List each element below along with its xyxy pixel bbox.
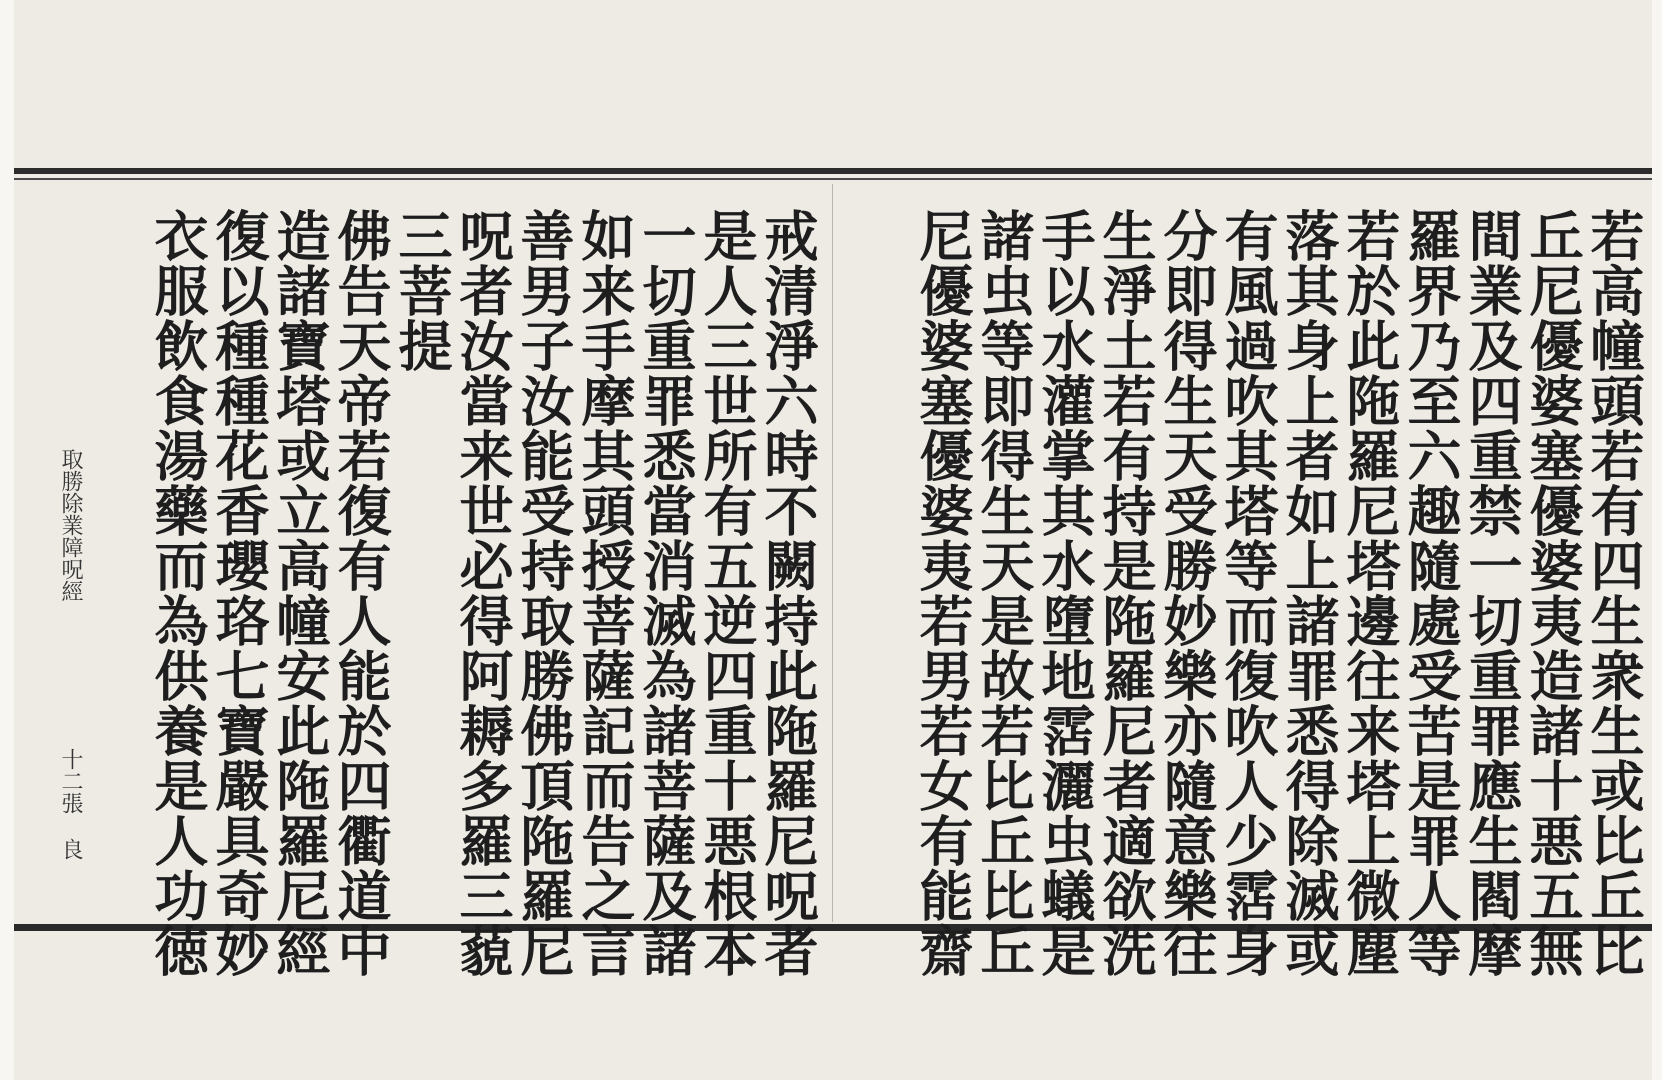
- text-column: 造諸寶塔或立高幢安此陁羅尼經: [268, 208, 332, 978]
- text-block: [14, 168, 1652, 978]
- text-column: 落其身上者如上諸罪悉得除滅或: [1277, 208, 1341, 978]
- fold-line: [832, 184, 833, 922]
- text-column: 羅界乃至六趣隨處受苦是罪人等: [1399, 208, 1463, 978]
- text-column: 善男子汝能受持取勝佛頂陁羅尼: [512, 208, 576, 978]
- page-number-note: 十二張: [58, 748, 83, 814]
- text-column: 間業及四重禁一切重罪應生閻摩: [1460, 208, 1524, 978]
- text-column: 是人三世所有五逆四重十悪根本: [695, 208, 759, 978]
- text-column: 如来手摩其頭授菩薩記而告之言: [573, 208, 637, 978]
- text-column: 衣服飲食湯藥而為供養是人功徳: [146, 208, 210, 978]
- text-column: 丘尼優婆塞優婆夷造諸十悪五無: [1521, 208, 1585, 978]
- text-column: 分即得生天受勝妙樂亦隨意樂往: [1155, 208, 1219, 978]
- text-column: 若高幢頭若有四生衆生或比丘比: [1582, 208, 1646, 978]
- text-column: 生淨土若有持是陁羅尼者適欲洗: [1094, 208, 1158, 978]
- carver-mark: 良: [58, 838, 83, 860]
- text-column: 三菩提: [390, 208, 454, 373]
- text-column: 佛告天帝若復有人能於四衢道中: [329, 208, 393, 978]
- text-column: 尼優婆塞優婆夷若男若女有能齋: [911, 208, 975, 978]
- text-column: 若於此陁羅尼塔邊往来塔上微塵: [1338, 208, 1402, 978]
- top-border-rule-thin: [14, 178, 1652, 180]
- top-border-rule: [14, 168, 1652, 174]
- text-column: 諸虫等即得生天是故若比丘比丘: [972, 208, 1036, 978]
- text-column: 一切重罪悉當消滅為諸菩薩及諸: [634, 208, 698, 978]
- text-column: 復以種種花香瓔珞七寶嚴具奇妙: [207, 208, 271, 978]
- page-margin-left: [0, 0, 14, 1080]
- page-margin-right: [1652, 0, 1662, 1080]
- text-column: 有風過吹其塔等而復吹人少霑身: [1216, 208, 1280, 978]
- sutra-title-note: 取勝除業障呪經: [58, 448, 83, 602]
- text-column: 手以水灌掌其水墮地霑灑虫蟻是: [1033, 208, 1097, 978]
- text-column: 呪者汝當来世必得阿耨多羅三藐: [451, 208, 515, 978]
- text-column: 戒清淨六時不闕持此陁羅尼呪者: [756, 208, 820, 978]
